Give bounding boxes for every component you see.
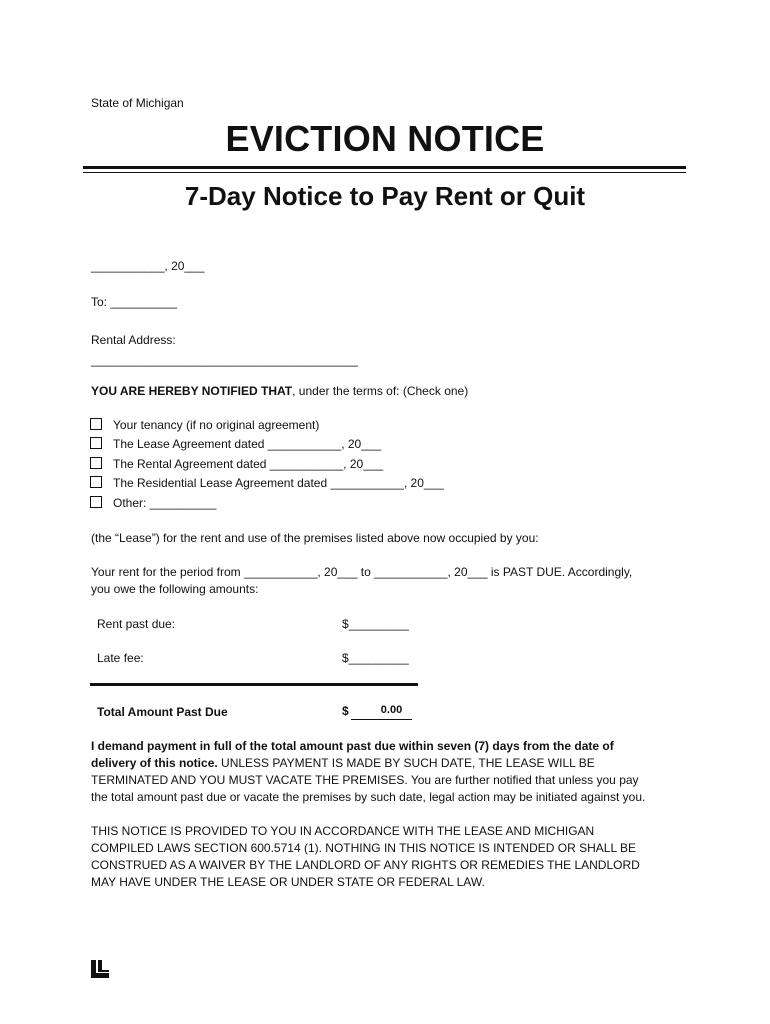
total-value: 0.00 [380, 704, 403, 716]
option-label: The Residential Lease Agreement dated ___________, 20___ [113, 476, 444, 490]
legal-line4: MAY HAVE UNDER THE LEASE OR UNDER STATE OR FEDERAL LAW. [91, 875, 485, 889]
legal-line3: CONSTRUED AS A WAIVER BY THE LANDLORD OF ANY RIGHTS OR REMEDIES THE LANDLORD [91, 858, 640, 872]
title-divider-thick [83, 166, 686, 169]
amounts-divider [90, 683, 418, 686]
rent-period-line2: you owe the following amounts: [91, 582, 259, 596]
lease-statement: (the “Lease”) for the rent and use of the premises listed above now occupied by you: [91, 531, 539, 545]
checkbox[interactable] [90, 418, 102, 430]
demand-bold2: delivery of this notice. [91, 756, 218, 770]
total-currency: $ [342, 704, 349, 718]
option-label: The Lease Agreement dated ___________, 20___ [113, 437, 382, 451]
rental-address-label: Rental Address: [91, 333, 176, 347]
document-title: EVICTION NOTICE [225, 118, 545, 159]
legal-templates-logo-icon [91, 960, 111, 978]
option-label: Your tenancy (if no original agreement) [113, 418, 320, 432]
rent-past-due-field[interactable]: $_________ [342, 617, 409, 631]
late-fee-field[interactable]: $_________ [342, 651, 409, 665]
rental-address-field[interactable]: ________________________________________ [91, 353, 358, 367]
option-label: Other: __________ [113, 496, 217, 510]
late-fee-label: Late fee: [97, 651, 144, 665]
document-subtitle: 7-Day Notice to Pay Rent or Quit [184, 181, 586, 211]
demand-line1: I demand payment in full of the total amount past due within seven (7) days from the date of [91, 739, 614, 753]
total-underline [351, 719, 412, 720]
legal-paragraph [91, 823, 681, 891]
to-field[interactable]: To: __________ [91, 295, 178, 309]
legal-line2: COMPILED LAWS SECTION 600.5714 (1). NOTHING IN THIS NOTICE IS INTENDED OR SHALL BE [91, 841, 637, 855]
checkbox[interactable] [90, 457, 102, 469]
checkbox[interactable] [90, 437, 102, 449]
checkbox[interactable] [90, 496, 102, 508]
legal-line1: THIS NOTICE IS PROVIDED TO YOU IN ACCORDANCE WITH THE LEASE AND MICHIGAN [91, 824, 595, 838]
demand-line4: the total amount past due or vacate the premises by such date, legal action may be initiated against you. [91, 790, 646, 804]
total-field[interactable] [342, 704, 403, 718]
title-divider-thin [83, 172, 686, 173]
notified-bold: YOU ARE HEREBY NOTIFIED THAT [91, 384, 293, 398]
notified-rest: , under the terms of: (Check one) [292, 384, 469, 398]
total-label: Total Amount Past Due [97, 705, 228, 719]
rent-past-due-label: Rent past due: [97, 617, 176, 631]
date-field[interactable]: ___________, 20___ [91, 259, 205, 273]
demand-line3: TERMINATED AND YOU MUST VACATE THE PREMISES. You are further notified that unless you pay [91, 773, 639, 787]
notified-statement [91, 383, 468, 399]
checkbox[interactable] [90, 476, 102, 488]
state-label: State of Michigan [91, 96, 184, 110]
rent-period-line1: Your rent for the period from ___________, 20___ to ___________, 20___ is PAST DUE. Accordingly, [91, 565, 633, 579]
demand-rest2: UNLESS PAYMENT IS MADE BY SUCH DATE, THE LEASE WILL BE [217, 756, 595, 770]
demand-paragraph [91, 738, 681, 806]
option-label: The Rental Agreement dated ___________, 20___ [113, 457, 384, 471]
demand-line2 [91, 755, 681, 772]
